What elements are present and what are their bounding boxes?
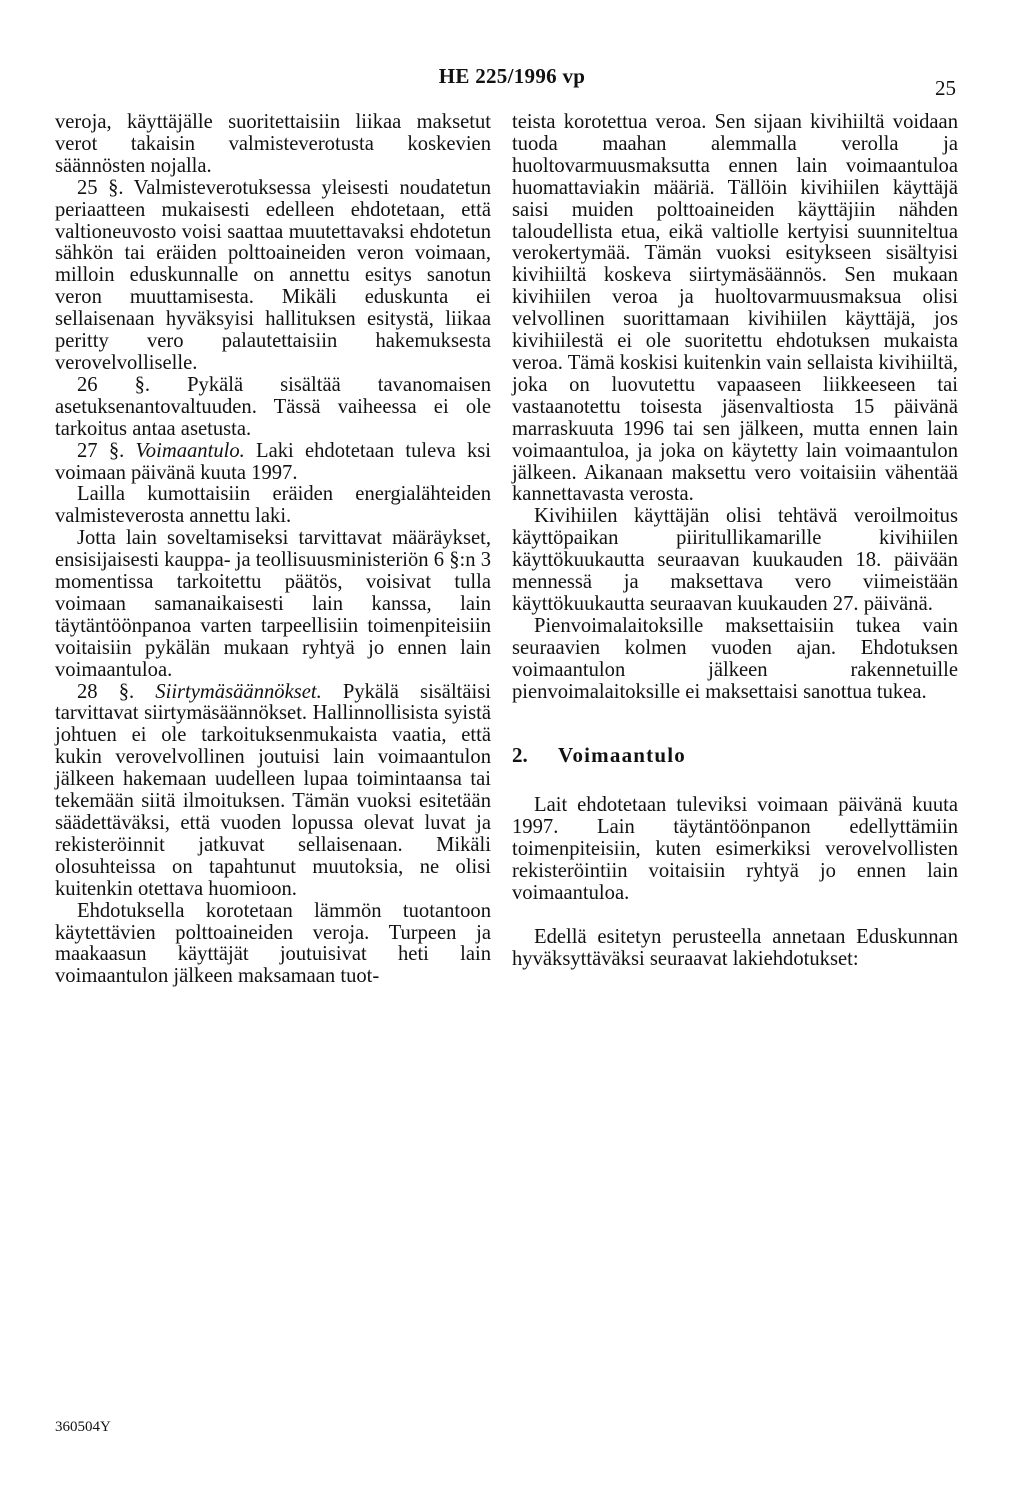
- document-code: 360504Y: [55, 1419, 111, 1435]
- left-column: [55, 112, 491, 988]
- paragraph: Pienvoimalaitoksille maksettaisiin tukea vain seuraavien kolmen vuoden ajan. Ehdotuksen voimaantulon jälkeen rakennetuille pienvoimalaitoksille ei maksettaisi sanottua tukea.: [512, 614, 958, 703]
- section-heading: [512, 745, 958, 767]
- page-number: 25: [935, 76, 956, 100]
- paragraph: veroja, käyttäjälle suoritettaisiin liikaa maksetut verot takaisin valmisteverotusta koskevien säännösten nojalla.: [55, 111, 491, 177]
- section-28-paragraph: [55, 682, 491, 901]
- section-number: 27 §.: [77, 439, 136, 462]
- section-text: Pykälä sisältäisi tarvittavat siirtymäsäännökset. Hallinnollisista syistä johtuen ei ole tarkoituksenmukaista vaatia, että kukin verovelvollinen joutuisi lain voimaantulon jälkeen hakemaan uudelleen lupaa toimintaansa tai tekemään siitä ilmoituksen. Tämän vuoksi esitetään säädettäväksi, että vuoden lopussa olevat luvat ja rekisteröinnit jatkuvat sellaisenaan. Mikäli olosuhteissa on tapahtunut muutoksia, ne olisi kuitenkin otettava huomioon.: [55, 680, 491, 900]
- paragraph: Kivihiilen käyttäjän olisi tehtävä veroilmoitus käyttöpaikan piiritullikamarille kivihiilen käyttökuukautta seuraavan kuukauden 18. päivään mennessä ja maksettava vero viimeistään käyttökuukautta seuraavan kuukauden 27. päivänä.: [512, 505, 958, 615]
- paragraph: teista korotettua veroa. Sen sijaan kivihiiltä voidaan tuoda maahan alemmalla verolla ja huoltovarmuusmaksutta ennen lain voimaantuloa huomattaviakin määriä. Tällöin kivihiilen käyttäjä saisi muiden polttoaineiden käyttäjiin nähden taloudellista etua, eikä valtiolle kertyisi suunniteltua verokertymää. Tämän vuoksi esitykseen sisältyisi kivihiiltä koskeva siirtymäsäännös. Sen mukaan kivihiilen veroa ja huoltovarmuusmaksua olisi velvollinen suorittamaan kivihiilen käyttäjä, jos kivihiilestä ei ole suoritettu ehdotuksen mukaista veroa. Tämä koskisi kuitenkin vain sellaista kivihiiltä, joka on luovutettu vapaaseen liikkeeseen tai vastaanotettu toisesta jäsenvaltiosta 15 päivänä marraskuuta 1996 tai sen jälkeen, mutta ennen lain voimaantuloa, ja joka on käytetty lain voimaantulon jälkeen. Aikanaan maksettu vero voitaisiin vähentää kannettavasta verosta.: [512, 111, 958, 506]
- section-title: Voimaantulo.: [135, 439, 245, 462]
- section-25-paragraph: 25 §. Valmisteverotuksessa yleisesti noudatetun periaatteen mukaisesti edelleen ehdotetaan, että valtioneuvosto voisi saattaa muutettavaksi ehdotetun sähkön tai eräiden polttoaineiden veron voimaan, milloin eduskunnalle on annettu esitys sanotun veron muuttamisesta. Mikäli eduskunta ei sellaisenaan hyväksyisi hallituksen esitystä, liikaa peritty vero palautettaisiin hakemuksesta verovelvolliselle.: [55, 176, 491, 374]
- section-number: 28 §.: [77, 680, 156, 703]
- paragraph: Lailla kumottaisiin eräiden energialähteiden valmisteverosta annettu laki.: [55, 483, 491, 528]
- section-heading-number: 2.: [512, 743, 528, 768]
- paragraph: Edellä esitetyn perusteella annetaan Eduskunnan hyväksyttäväksi seuraavat lakiehdotukset:: [512, 925, 958, 970]
- right-column: [512, 112, 958, 971]
- section-27-paragraph: [55, 441, 491, 485]
- paragraph: Ehdotuksella korotetaan lämmön tuotantoon käytettävien polttoaineiden veroja. Turpeen ja maakaasun käyttäjät joutuisivat heti lain voimaantulon jälkeen maksamaan tuot-: [55, 899, 491, 988]
- section-heading-text: Voimaantulo: [558, 743, 686, 768]
- section-26-paragraph: 26 §. Pykälä sisältää tavanomaisen asetuksenantovaltuuden. Tässä vaiheessa ei ole tarkoitus antaa asetusta.: [55, 373, 491, 440]
- paragraph: Jotta lain soveltamiseksi tarvittavat määräykset, ensisijaisesti kauppa- ja teollisuusministeriön 6 §:n 3 momentissa tarkoitettu päätös, voisivat tulla voimaan samanaikaisesti lain kanssa, lain täytäntöönpanoa varten tarpeellisiin toimenpiteisiin voitaisiin pykälän mukaan ryhtyä jo ennen lain voimaantuloa.: [55, 527, 491, 681]
- document-header-title: HE 225/1996 vp: [438, 64, 586, 88]
- paragraph: Lait ehdotetaan tuleviksi voimaan päivänä kuuta 1997. Lain täytäntöönpanon edellyttämiin toimenpiteisiin, kuten esimerkiksi verovelvollisten rekisteröintiin voitaisiin ryhtyä jo ennen lain voimaantuloa.: [512, 794, 958, 904]
- section-title: Siirtymäsäännökset.: [155, 680, 322, 703]
- section-text: Laki ehdotetaan tuleva ksi voimaan päivänä kuuta 1997.: [55, 439, 491, 484]
